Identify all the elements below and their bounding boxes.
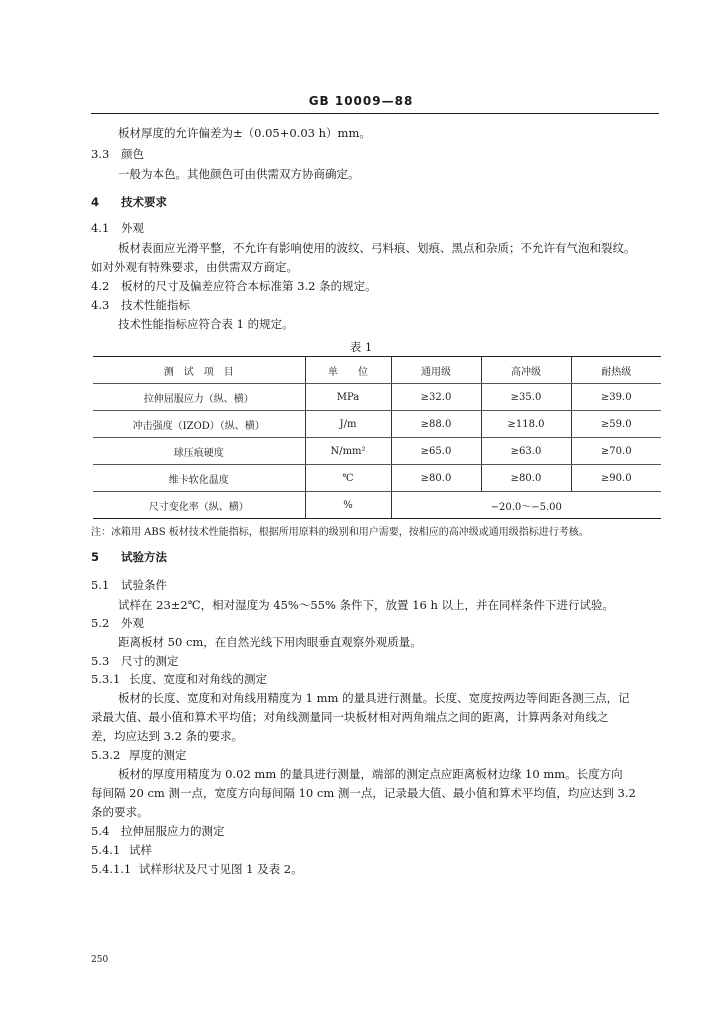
section-text: 板材的尺寸及偏差应符合本标准第 3.2 条的规定。 bbox=[121, 279, 377, 293]
cell-heat-resistant: ≥70.0 bbox=[571, 438, 661, 465]
header-test-item: 测 试 项 目 bbox=[93, 357, 305, 384]
section-4-1-heading bbox=[91, 220, 144, 236]
section-5-1-heading bbox=[91, 577, 167, 593]
section-4-3-heading bbox=[91, 297, 190, 313]
cell-heat-resistant: ≥59.0 bbox=[571, 411, 661, 438]
table-caption: 表 1 bbox=[349, 340, 373, 354]
section-4-2 bbox=[91, 278, 377, 294]
cell-general: ≥65.0 bbox=[391, 438, 481, 465]
section-title: 试验方法 bbox=[121, 550, 167, 564]
cell-general: ≥80.0 bbox=[391, 465, 481, 492]
section-3-3-text: 一般为本色。其他颜色可由供需双方协商确定。 bbox=[118, 167, 360, 181]
section-title: 颜色 bbox=[121, 147, 144, 161]
cell-item: 拉伸屈服应力（纵、横） bbox=[93, 384, 305, 411]
table-header-row bbox=[93, 357, 661, 384]
section-5-3-2-text-1: 板材的厚度用精度为 0.02 mm 的量具进行测量，端部的测定点应距离板材边缘 10 mm。长度方向 bbox=[118, 767, 623, 781]
section-5-3-1-text-1: 板材的长度、宽度和对角线用精度为 1 mm 的量具进行测量。长度、宽度按两边等间距各测三点，记 bbox=[118, 691, 630, 705]
header-rule bbox=[91, 113, 659, 114]
header-unit: 单 位 bbox=[305, 357, 391, 384]
section-4-heading bbox=[91, 194, 167, 210]
cell-item: 维卡软化温度 bbox=[93, 465, 305, 492]
section-title: 尺寸的测定 bbox=[121, 654, 179, 668]
cell-unit: N/mm² bbox=[305, 438, 391, 465]
section-5-4-heading bbox=[91, 823, 225, 839]
section-number: 5.3.1 bbox=[91, 672, 121, 686]
cell-item: 冲击强度（IZOD）（纵、横） bbox=[93, 411, 305, 438]
cell-unit: % bbox=[305, 492, 391, 519]
section-number: 5.1 bbox=[91, 578, 110, 592]
page-number: 250 bbox=[91, 955, 109, 965]
section-number: 5.4.1.1 bbox=[91, 862, 132, 876]
section-number: 5.4.1 bbox=[91, 843, 121, 857]
section-5-3-2-text-3: 条的要求。 bbox=[91, 805, 149, 819]
section-number: 4 bbox=[91, 195, 100, 209]
section-number: 5.3 bbox=[91, 654, 110, 668]
cell-unit: ℃ bbox=[305, 465, 391, 492]
section-number: 5 bbox=[91, 550, 100, 564]
section-title: 外观 bbox=[121, 221, 144, 235]
cell-high-impact: ≥80.0 bbox=[481, 465, 571, 492]
cell-heat-resistant: ≥90.0 bbox=[571, 465, 661, 492]
cell-merged-value: −20.0～−5.00 bbox=[391, 492, 661, 519]
section-5-3-2-text-2: 每间隔 20 cm 测一点，宽度方向每间隔 10 cm 测一点，记录最大值、最小值和算术平均值，均应达到 3.2 bbox=[91, 786, 636, 800]
cell-high-impact: ≥63.0 bbox=[481, 438, 571, 465]
section-title: 外观 bbox=[121, 616, 144, 630]
section-5-3-2-heading bbox=[91, 747, 187, 763]
section-5-3-1-heading bbox=[91, 671, 267, 687]
cell-high-impact: ≥35.0 bbox=[481, 384, 571, 411]
cell-heat-resistant: ≥39.0 bbox=[571, 384, 661, 411]
section-text: 试样形状及尺寸见图 1 及表 2。 bbox=[139, 862, 303, 876]
section-title: 厚度的测定 bbox=[129, 748, 187, 762]
section-5-4-1-1 bbox=[91, 861, 303, 877]
section-5-4-1-heading bbox=[91, 842, 152, 858]
page-header: GB 10009—88 bbox=[308, 94, 414, 108]
cell-unit: J/m bbox=[305, 411, 391, 438]
cell-general: ≥88.0 bbox=[391, 411, 481, 438]
cell-item: 球压痕硬度 bbox=[93, 438, 305, 465]
section-number: 5.2 bbox=[91, 616, 110, 630]
section-4-1-text-2: 如对外观有特殊要求，由供需双方商定。 bbox=[91, 260, 298, 274]
section-5-heading bbox=[91, 549, 167, 565]
section-title: 技术性能指标 bbox=[121, 298, 190, 312]
section-5-3-1-text-3: 差，均应达到 3.2 条的要求。 bbox=[91, 729, 244, 743]
table-note: 注：冰箱用 ABS 板材技术性能指标，根据所用原料的级别和用户需要，按相应的高冲级或通用级指标进行考核。 bbox=[91, 527, 589, 538]
cell-unit: MPa bbox=[305, 384, 391, 411]
section-5-3-1-text-2: 录最大值、最小值和算术平均值；对角线测量同一块板材相对两角端点之间的距离，计算两条对角线之 bbox=[91, 710, 609, 724]
cell-item: 尺寸变化率（纵、横） bbox=[93, 492, 305, 519]
section-number: 4.2 bbox=[91, 279, 110, 293]
header-general-grade: 通用级 bbox=[391, 357, 481, 384]
table-row bbox=[93, 492, 661, 519]
table-row bbox=[93, 384, 661, 411]
thickness-tolerance-text: 板材厚度的允许偏差为±（0.05+0.03 h）mm。 bbox=[118, 126, 371, 140]
table-row bbox=[93, 411, 661, 438]
section-number: 4.3 bbox=[91, 298, 110, 312]
section-3-3-heading bbox=[91, 146, 144, 162]
section-number: 4.1 bbox=[91, 221, 110, 235]
section-5-2-heading bbox=[91, 615, 144, 631]
section-title: 长度、宽度和对角线的测定 bbox=[129, 672, 267, 686]
section-number: 3.3 bbox=[91, 147, 110, 161]
section-number: 5.4 bbox=[91, 824, 110, 838]
section-title: 技术要求 bbox=[121, 195, 167, 209]
table-row bbox=[93, 438, 661, 465]
section-title: 试验条件 bbox=[121, 578, 167, 592]
cell-general: ≥32.0 bbox=[391, 384, 481, 411]
cell-high-impact: ≥118.0 bbox=[481, 411, 571, 438]
section-5-3-heading bbox=[91, 653, 179, 669]
section-4-3-text: 技术性能指标应符合表 1 的规定。 bbox=[118, 317, 294, 331]
spec-table bbox=[93, 356, 661, 519]
header-heat-resistant-grade: 耐热级 bbox=[571, 357, 661, 384]
table-row bbox=[93, 465, 661, 492]
section-title: 拉伸屈服应力的测定 bbox=[121, 824, 225, 838]
section-5-2-text: 距离板材 50 cm，在自然光线下用肉眼垂直观察外观质量。 bbox=[118, 635, 422, 649]
header-high-impact-grade: 高冲级 bbox=[481, 357, 571, 384]
section-number: 5.3.2 bbox=[91, 748, 121, 762]
section-5-1-text: 试样在 23±2℃，相对湿度为 45%～55% 条件下，放置 16 h 以上，并在同样条件下进行试验。 bbox=[118, 598, 615, 612]
section-title: 试样 bbox=[129, 843, 152, 857]
section-4-1-text-1: 板材表面应光滑平整，不允许有影响使用的波纹、弓料痕、划痕、黑点和杂质；不允许有气泡和裂纹。 bbox=[118, 241, 636, 255]
